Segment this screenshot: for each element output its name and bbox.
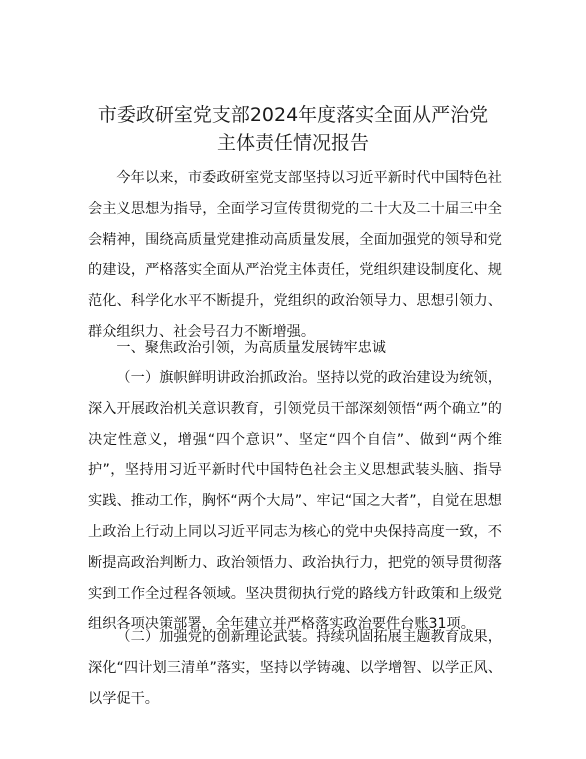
intro-paragraph: 今年以来，市委政研室党支部坚持以习近平新时代中国特色社会主义思想为指导，全面学习宣传贯彻党的二十大及二十届三中全会精神，围绕高质量党建推动高质量发展，全面加强党的领导和党的建设，严格落实全面从严治党主体责任，党组织建设制度化、规范化、科学化水平不断提升，党组织的政治领导力、思想引领力、群众组织力、社会号召力不断增强。 — [88, 170, 502, 340]
section-1-item-1-paragraph: （一）旗帜鲜明讲政治抓政治。坚持以党的政治建设为统领，深入开展政治机关意识教育，引领党员干部深刻领悟“两个确立”的决定性意义，增强“四个意识”、坚定“四个自信”、做到“两个维护”，坚持用习近平新时代中国特色社会主义思想武装头脑、指导实践、推动工作，胸怀“两个大局”、牢记“国之大者”，自觉在思想上政治上行动上同以习近平同志为核心的党中央保持高度一致，不断提高政治判断力、政治领悟力、政治执行力，把党的领导贯彻落实到工作全过程各领域。坚决贯彻执行党的路线方针政策和上级党组织各项决策部署，全年建立并严格落实政治要件台账31项。 — [88, 370, 502, 633]
section-1-item-2-paragraph: （二）加强党的创新理论武装。持续巩固拓展主题教育成果，深化“四计划三清单”落实，坚持以学铸魂、以学增智、以学正风、以学促干。 — [88, 629, 502, 707]
document-title-line-2: 主体责任情况报告 — [216, 132, 369, 154]
section-1-heading: 一、聚焦政治引领，为高质量发展铸牢忠诚 — [116, 340, 386, 356]
document-title-line-1: 市委政研室党支部2024年度落实全面从严治党 — [97, 104, 489, 126]
